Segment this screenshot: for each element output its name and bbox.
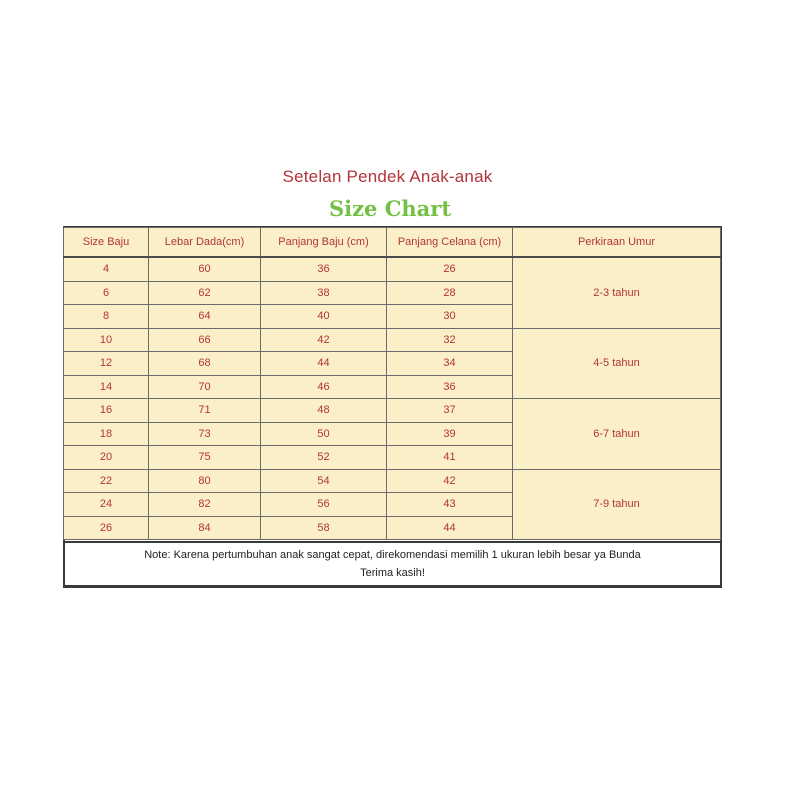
table-cell: 12 (64, 352, 149, 376)
table-row (64, 399, 721, 423)
table-cell: 60 (149, 257, 261, 281)
table-cell: 52 (261, 446, 387, 470)
table-cell: 26 (387, 257, 513, 281)
table-body (64, 257, 721, 540)
table-cell: 41 (387, 446, 513, 470)
table-cell: 82 (149, 493, 261, 517)
table-cell: 70 (149, 375, 261, 399)
age-group-cell: 2-3 tahun (513, 257, 721, 328)
table-cell: 20 (64, 446, 149, 470)
chart-title: Setelan Pendek Anak-anak (282, 167, 493, 186)
table-cell: 62 (149, 281, 261, 305)
table-cell: 66 (149, 328, 261, 352)
table-cell: 42 (261, 328, 387, 352)
table-cell: 84 (149, 516, 261, 540)
chart-subtitle: Size Chart (328, 196, 452, 221)
table-cell: 38 (261, 281, 387, 305)
table-cell: 28 (387, 281, 513, 305)
header-perkiraan-umur: Perkiraan Umur (513, 228, 721, 258)
note-text: Note: Karena pertumbuhan anak sangat cepat, direkomendasi memilih 1 ukuran lebih besar ya Bunda (144, 549, 641, 561)
table-cell: 16 (64, 399, 149, 423)
table-cell: 18 (64, 422, 149, 446)
table-cell: 30 (387, 305, 513, 329)
header-panjang-celana: Panjang Celana (cm) (387, 228, 513, 258)
table-cell: 24 (64, 493, 149, 517)
table-cell: 43 (387, 493, 513, 517)
table-cell: 22 (64, 469, 149, 493)
age-group-cell: 7-9 tahun (513, 469, 721, 540)
table-cell: 37 (387, 399, 513, 423)
table-cell: 73 (149, 422, 261, 446)
header-panjang-baju: Panjang Baju (cm) (261, 228, 387, 258)
header-lebar-dada: Lebar Dada(cm) (149, 228, 261, 258)
table-cell: 48 (261, 399, 387, 423)
table-header-row (64, 228, 721, 258)
table-cell: 14 (64, 375, 149, 399)
table-cell: 80 (149, 469, 261, 493)
table-cell: 39 (387, 422, 513, 446)
header-size-baju: Size Baju (64, 228, 149, 258)
table-cell: 32 (387, 328, 513, 352)
table-cell: 44 (387, 516, 513, 540)
table-cell: 42 (387, 469, 513, 493)
note-thanks: Terima kasih! (360, 567, 425, 579)
table-cell: 4 (64, 257, 149, 281)
table-cell: 75 (149, 446, 261, 470)
table-cell: 64 (149, 305, 261, 329)
table-cell: 8 (64, 305, 149, 329)
table-cell: 54 (261, 469, 387, 493)
table-cell: 56 (261, 493, 387, 517)
table-cell: 44 (261, 352, 387, 376)
age-group-cell: 4-5 tahun (513, 328, 721, 399)
table-cell: 71 (149, 399, 261, 423)
table-cell: 10 (64, 328, 149, 352)
table-cell: 26 (64, 516, 149, 540)
table-cell: 34 (387, 352, 513, 376)
table-cell: 36 (387, 375, 513, 399)
table-cell: 36 (261, 257, 387, 281)
size-table (63, 227, 721, 540)
table-cell: 58 (261, 516, 387, 540)
note-box (65, 541, 720, 585)
table-cell: 50 (261, 422, 387, 446)
table-row (64, 328, 721, 352)
table-row (64, 469, 721, 493)
table-cell: 40 (261, 305, 387, 329)
table-cell: 46 (261, 375, 387, 399)
table-row (64, 257, 721, 281)
table-cell: 6 (64, 281, 149, 305)
table-cell: 68 (149, 352, 261, 376)
age-group-cell: 6-7 tahun (513, 399, 721, 470)
